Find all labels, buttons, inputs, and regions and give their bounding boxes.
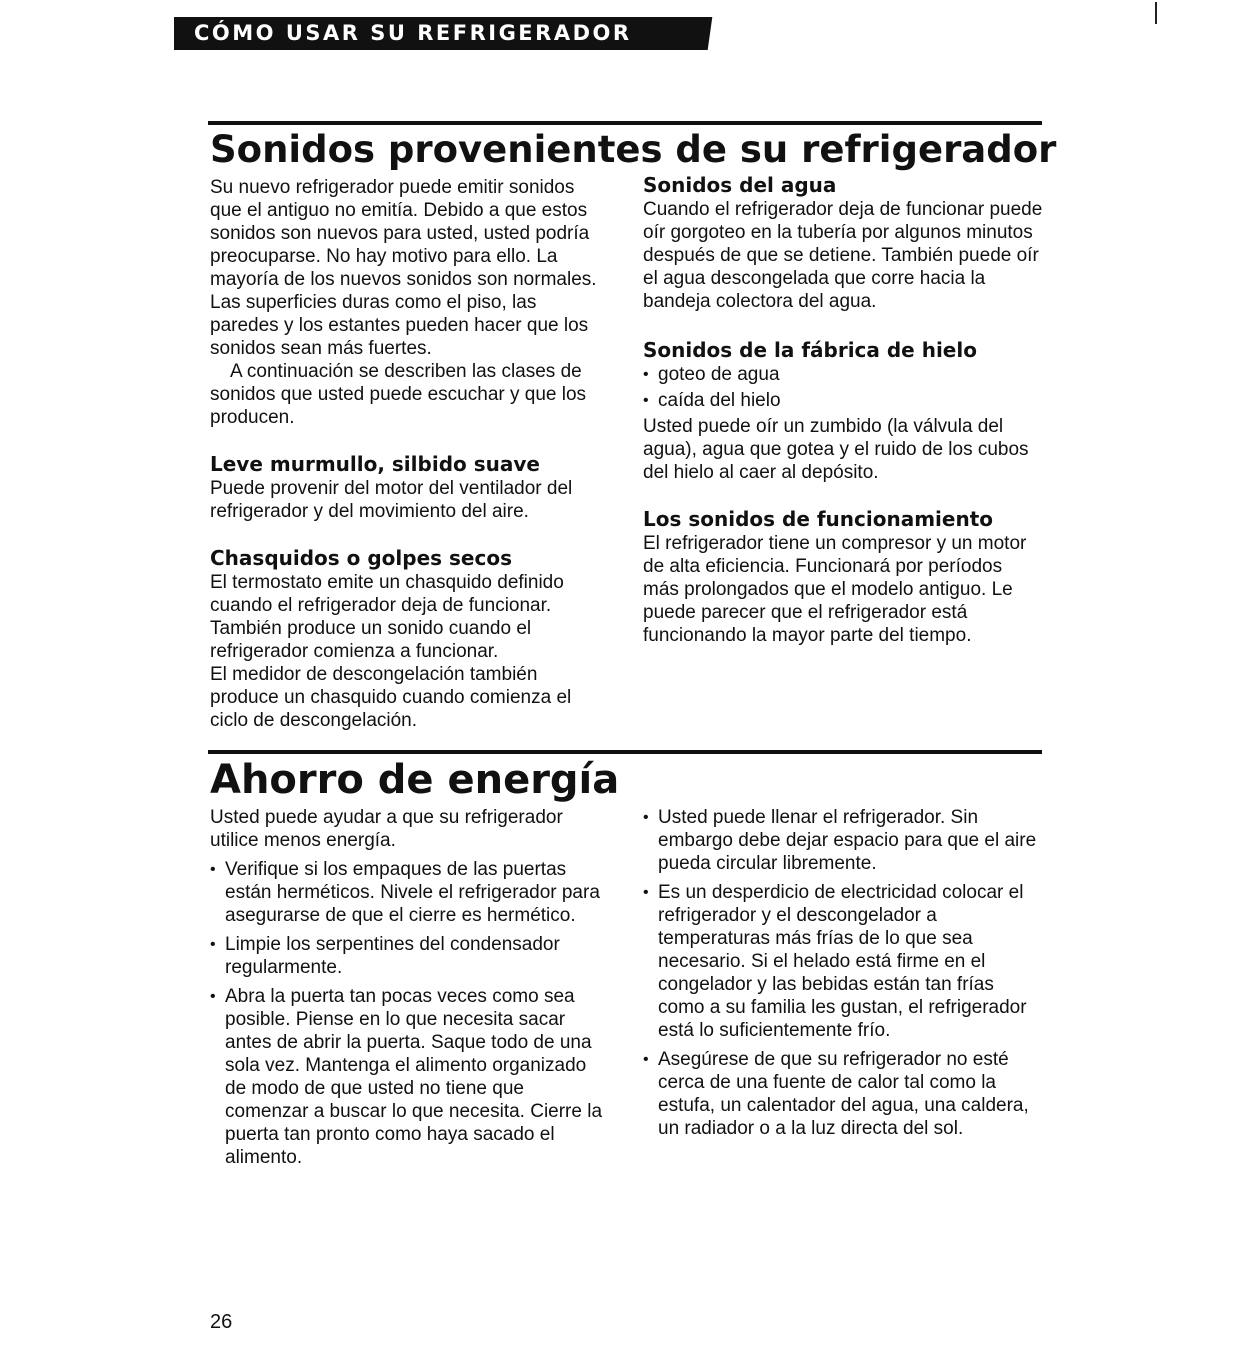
list-item: • caída del hielo [643, 389, 1043, 412]
list-item: • Es un desperdicio de electricidad colocar el refrigerador y el descongelador a temperaturas más frías de lo que sea necesario. Si el helado está firme en el congelador y las bebidas están tan frías como a su familia les gustan, el refrigerador está lo suficientemente frío. [643, 881, 1043, 1042]
energy-title: Ahorro de energía [210, 757, 620, 803]
list-item: • goteo de agua [643, 363, 1043, 386]
clicks-heading: Chasquidos o golpes secos [210, 546, 512, 570]
energy-left-column [210, 806, 610, 1175]
murmur-heading: Leve murmullo, silbido suave [210, 452, 540, 476]
operation-heading: Los sonidos de funcionamiento [643, 507, 994, 531]
energy-right-column [643, 806, 1043, 1146]
sounds-title: Sonidos provenientes de su refrigerador [210, 128, 1057, 171]
icemaker-text: Usted puede oír un zumbido (la válvula del agua), agua que gotea y el ruido de los cubos del hielo al caer al depósito. [643, 416, 1029, 483]
murmur-text: Puede provenir del motor del ventilador del refrigerador y del movimiento del aire. [210, 478, 573, 522]
list-item: • Limpie los serpentines del condensador regularmente. [210, 933, 610, 979]
water-text: Cuando el refrigerador deja de funcionar puede oír gorgoteo en la tubería por algunos minutos después de que se detiene. También puede oír el agua descongelada que corre hacia la bandeja colectora del agua. [643, 199, 1043, 312]
clicks-text-2: El medidor de descongelación también produce un chasquido cuando comienza el ciclo de descongelación. [210, 664, 572, 731]
energy-bullet-list-left [210, 858, 610, 1169]
sounds-top-rule [208, 121, 1042, 125]
sounds-intro-paragraph: Su nuevo refrigerador puede emitir sonidos que el antiguo no emitía. Debido a que estos sonidos son nuevos para usted, usted podría preocuparse. No hay motivo para ello. La mayoría de los nuevos sonidos son normales. Las superficies duras como el piso, las paredes y los estantes pueden hacer que los sonidos sean más fuertes. [210, 177, 597, 359]
page-number: 26 [210, 1311, 233, 1333]
operation-text: El refrigerador tiene un compresor y un motor de alta eficiencia. Funcionará por períodos más prolongados que el modelo antiguo. Le puede parecer que el refrigerador está funcionando la mayor parte del tiempo. [643, 533, 1027, 646]
list-item: • Asegúrese de que su refrigerador no esté cerca de una fuente de calor tal como la estufa, un calentador del agua, una caldera, un radiador o a la luz directa del sol. [643, 1048, 1043, 1140]
list-item: • Usted puede llenar el refrigerador. Sin embargo debe dejar espacio para que el aire pueda circular libremente. [643, 806, 1043, 875]
margin-mark [1155, 2, 1157, 24]
energy-bullet-list-right [643, 806, 1043, 1140]
clicks-text: El termostato emite un chasquido definido cuando el refrigerador deja de funcionar. También produce un sonido cuando el refrigerador comienza a funcionar. [210, 572, 564, 662]
water-heading: Sonidos del agua [643, 173, 837, 197]
icemaker-bullet-list [643, 363, 1043, 412]
energy-intro: Usted puede ayudar a que su refrigerador utilice menos energía. [210, 807, 563, 851]
section-banner: CÓMO USAR SU REFRIGERADOR [174, 17, 706, 50]
icemaker-heading: Sonidos de la fábrica de hielo [643, 338, 977, 362]
list-item: • Abra la puerta tan pocas veces como sea posible. Piense en lo que necesita sacar antes de abrir la puerta. Saque todo de una sola vez. Mantenga el alimento organizado de modo de que usted no tiene que comenzar a buscar lo que necesita. Cierre la puerta tan pronto como haya sacado el alimento. [210, 985, 610, 1169]
sounds-right-column [643, 172, 1043, 647]
list-item: • Verifique si los empaques de las puertas están herméticos. Nivele el refrigerador para asegurarse de que el cierre es hermético. [210, 858, 610, 927]
sounds-intro-paragraph-2: A continuación se describen las clases de sonidos que usted puede escuchar y que los producen. [210, 361, 587, 428]
energy-top-rule [208, 750, 1042, 754]
sounds-left-column [210, 176, 606, 732]
